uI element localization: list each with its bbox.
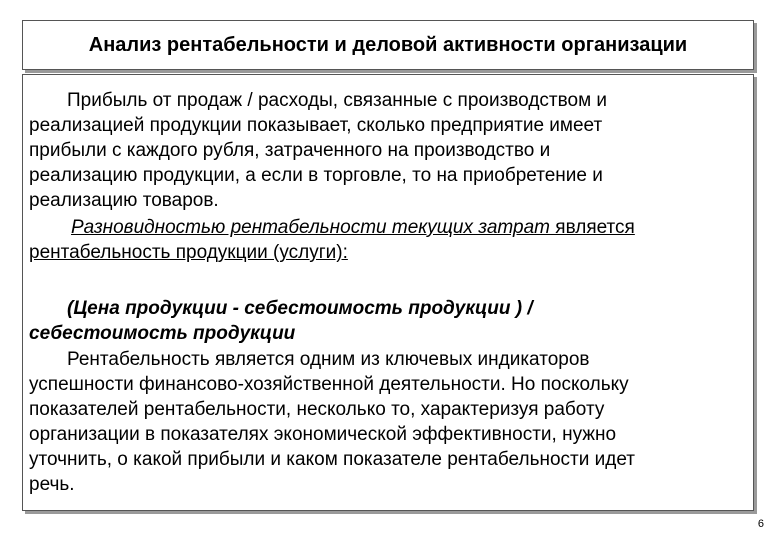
title-box — [22, 20, 754, 70]
formula-line-1: (Цена продукции - себестоимость продукции ) / — [67, 298, 533, 319]
paragraph-3-line-3: показателей рентабельности, несколько то, характеризуя работу — [29, 399, 605, 420]
paragraph-2-line-1 — [71, 216, 635, 240]
paragraph-1-line-3: прибыли с каждого рубля, затраченного на производство и — [29, 140, 551, 161]
paragraph-3-line-1: Рентабельность является одним из ключевых индикаторов — [67, 349, 590, 370]
slide-title: Анализ рентабельности и деловой активности организации — [88, 33, 688, 56]
paragraph-3-line-2: успешности финансово-хозяйственной деятельности. Но поскольку — [29, 374, 629, 395]
paragraph-1-line-2: реализацией продукции показывает, сколько предприятие имеет — [29, 115, 603, 136]
content-box — [22, 74, 754, 511]
page-number: 6 — [757, 518, 764, 530]
paragraph-3-line-6: речь. — [29, 474, 75, 495]
paragraph-2-rest: является — [550, 217, 635, 238]
paragraph-2-emphasis: Разновидностью рентабельности текущих затрат — [71, 217, 551, 238]
paragraph-2-line-2: рентабельность продукции (услуги): — [29, 242, 348, 263]
paragraph-3-line-4: организации в показателях экономической эффективности, нужно — [29, 424, 617, 445]
paragraph-3-line-5: уточнить, о какой прибыли и каком показателе рентабельности идет — [29, 449, 635, 470]
formula-line-2: себестоимость продукции — [29, 323, 296, 344]
paragraph-1-line-4: реализацию продукции, а если в торговле, то на приобретение и — [29, 165, 603, 186]
paragraph-1-line-1: Прибыль от продаж / расходы, связанные с производством и — [67, 90, 608, 111]
paragraph-1-line-5: реализацию товаров. — [29, 190, 219, 211]
